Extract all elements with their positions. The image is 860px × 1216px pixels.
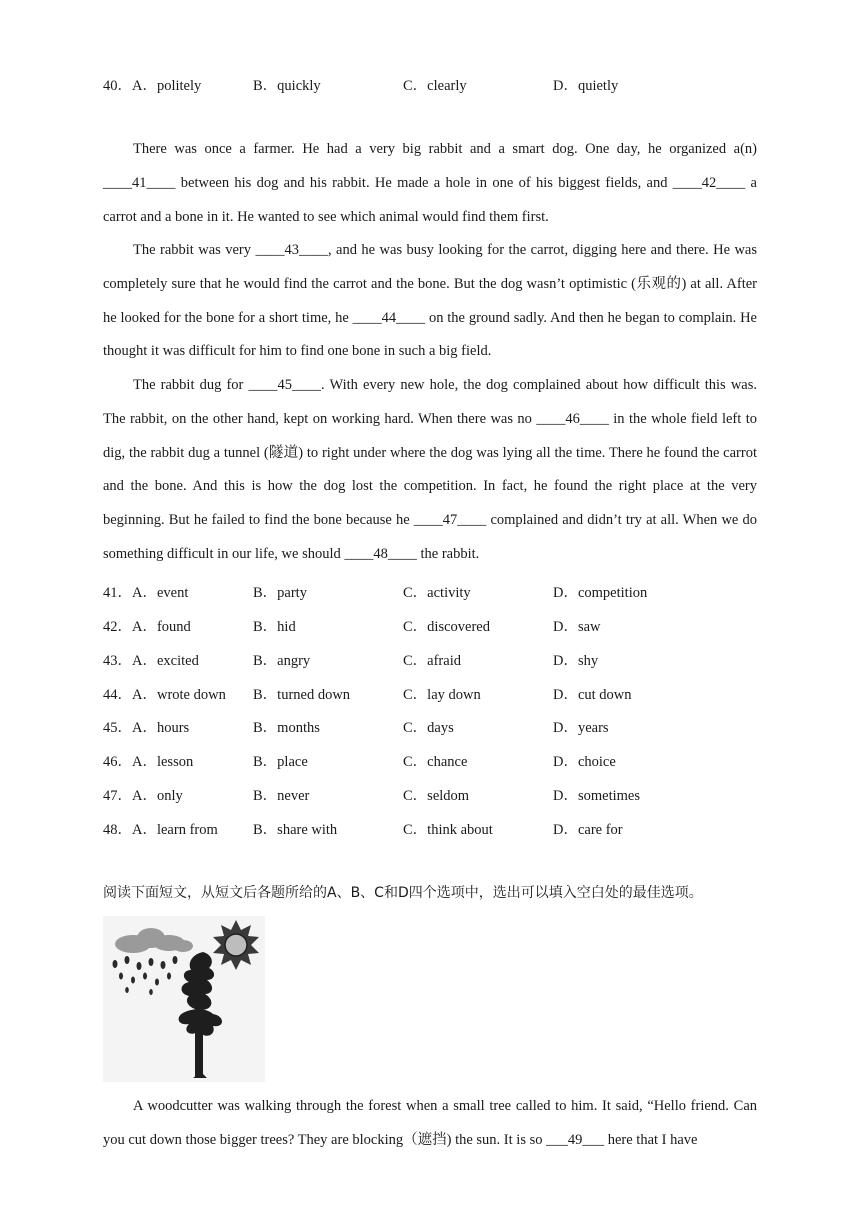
- illustration-tree-sun-rain: [103, 916, 265, 1082]
- option-a-text: A．lesson: [132, 754, 194, 770]
- option-b: B．hid: [253, 619, 296, 635]
- question-number: 44．: [103, 687, 132, 703]
- question-number: 48．: [103, 822, 132, 838]
- option-d: D．years: [553, 720, 609, 736]
- option-d: D．competition: [553, 585, 648, 601]
- option-c: C．days: [403, 720, 454, 736]
- passage-paragraph-3: The rabbit dug for ____45____. With every new hole, the dog complained about how difficult this was. The rabbit, on the other hand, kept on working hard. When there was no ____46____ in the whole field left to dig, the rabbit dug a tunnel (隧道) to right under where the dog was lying all the time. There he found the carrot and the bone. And this is how the dog lost the competition. In fact, he found the right place at the very beginning. But he failed to find the bone because he ____47____ complained and didn’t try at all. When we do something difficult in our life, we should ____48____ the rabbit.: [103, 377, 757, 562]
- passage-paragraph-1: There was once a farmer. He had a very big rabbit and a smart dog. One day, he organized a(n) ____41____ between his dog and his rabbit. He made a hole in one of his biggest fields, and ____42____ a carrot and a bone in it. He wanted to see which animal would find them first.: [103, 141, 757, 225]
- option-d: D．choice: [553, 754, 616, 770]
- option-a-text: A．event: [132, 585, 189, 601]
- question-number: 42．: [103, 619, 132, 635]
- option-c: C．seldom: [403, 788, 470, 804]
- option-a-text: A．hours: [132, 720, 190, 736]
- option-c: C．afraid: [403, 653, 461, 669]
- option-c: C．clearly: [403, 78, 467, 94]
- option-c: C．lay down: [403, 687, 481, 703]
- question-41: [103, 581, 763, 601]
- question-40: [103, 74, 763, 94]
- option-d: D．care for: [553, 822, 623, 838]
- option-a: A．politely: [132, 78, 202, 94]
- section-instruction: 阅读下面短文，从短文后各题所给的A、B、C和D四个选项中，选出可以填入空白处的最佳选项。: [103, 885, 703, 901]
- option-c: C．chance: [403, 754, 468, 770]
- option-a-text: A．excited: [132, 653, 199, 669]
- question-40-text: [103, 74, 201, 95]
- option-d: D．cut down: [553, 687, 632, 703]
- question-number: 47．: [103, 788, 132, 804]
- option-a: [103, 649, 199, 670]
- question-43: [103, 649, 763, 669]
- question-47: [103, 784, 763, 804]
- option-b: B．party: [253, 585, 307, 601]
- option-d: D．sometimes: [553, 788, 640, 804]
- option-b: B．place: [253, 754, 308, 770]
- option-b: B．share with: [253, 822, 338, 838]
- option-a: [103, 581, 188, 602]
- question-44: [103, 683, 763, 703]
- option-a: [103, 818, 218, 839]
- option-a-text: A．found: [132, 619, 191, 635]
- option-c: C．activity: [403, 585, 471, 601]
- option-b: B．never: [253, 788, 310, 804]
- option-c: C．discovered: [403, 619, 490, 635]
- option-d: D．shy: [553, 653, 599, 669]
- option-a: [103, 750, 193, 771]
- option-a: [103, 716, 189, 737]
- option-a: [103, 784, 183, 805]
- passage-paragraph-2: The rabbit was very ____43____, and he was busy looking for the carrot, digging here and there. He was completely sure that he would find the carrot and the bone. But the dog wasn’t optimistic (乐观的) at all. After he looked for the bone for a short time, he ____44____ on the ground sadly. And then he began to complain. He thought it was difficult for him to find one bone in such a big field.: [103, 242, 757, 360]
- question-number: 41．: [103, 585, 132, 601]
- option-d: D．quietly: [553, 78, 619, 94]
- question-48: [103, 818, 763, 838]
- option-c: C．think about: [403, 822, 493, 838]
- option-b: B．turned down: [253, 687, 351, 703]
- tree-illustration-svg: [103, 916, 265, 1082]
- option-b: B．months: [253, 720, 320, 736]
- question-number: 40．: [103, 78, 132, 94]
- question-number: 43．: [103, 653, 132, 669]
- option-b: B．quickly: [253, 78, 321, 94]
- question-number: 45．: [103, 720, 132, 736]
- option-a: [103, 615, 191, 636]
- question-45: [103, 716, 763, 736]
- option-a-text: A．learn from: [132, 822, 218, 838]
- question-46: [103, 750, 763, 770]
- option-b: B．angry: [253, 653, 311, 669]
- question-number: 46．: [103, 754, 132, 770]
- passage2-paragraph-1: A woodcutter was walking through the forest when a small tree called to him. It said, “Hello friend. Can you cut down those bigger trees? They are blocking（遮挡) the sun. It is so ___49___ here that I have: [103, 1098, 757, 1148]
- option-a: [103, 683, 226, 704]
- question-42: [103, 615, 763, 635]
- option-a-text: A．wrote down: [132, 687, 226, 703]
- option-d: D．saw: [553, 619, 601, 635]
- option-a-text: A．only: [132, 788, 183, 804]
